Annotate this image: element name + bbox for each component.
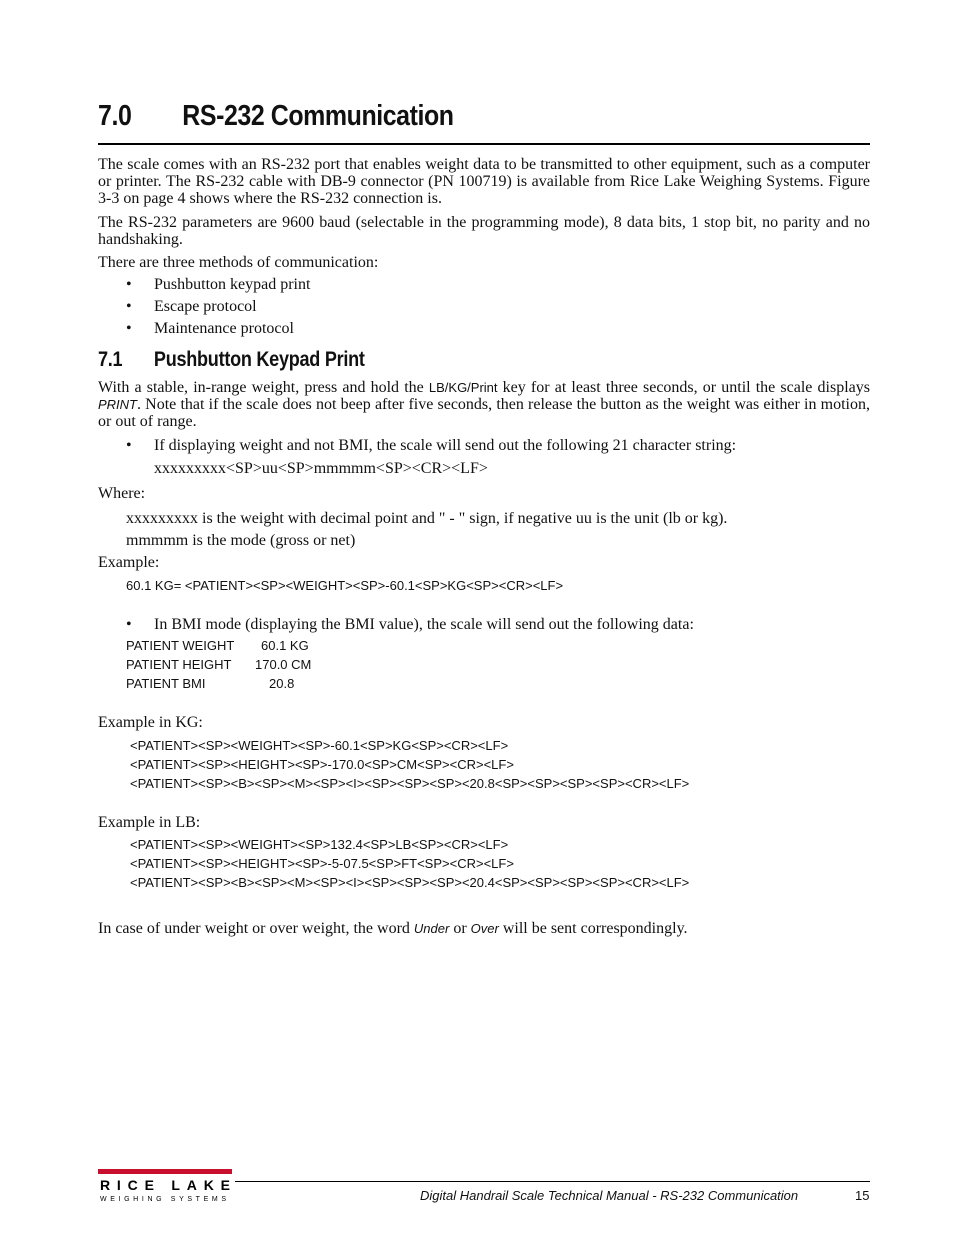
bmi-row-label: PATIENT HEIGHT	[126, 657, 232, 672]
intro-paragraph-2: The RS-232 parameters are 9600 baud (selectable in the programming mode), 8 data bits, 1 stop bit, no parity and no handshaking.	[98, 214, 870, 248]
page-number: 15	[855, 1188, 870, 1203]
bullet-marker: •	[126, 298, 132, 315]
subsection-number: 7.1	[98, 348, 123, 371]
where-line-1: xxxxxxxxx is the weight with decimal point and " - " sign, if negative uu is the unit (lb or kg).	[126, 510, 728, 527]
where-label: Where:	[98, 485, 146, 502]
section-title: RS-232 Communication	[182, 100, 454, 132]
lb-line: <PATIENT><SP><HEIGHT><SP>-5-07.5<SP>FT<SP><CR><LF>	[130, 856, 514, 871]
bmi-row-value: 20.8	[269, 676, 295, 691]
section-number: 7.0	[98, 100, 132, 132]
over-word: Over	[470, 921, 499, 936]
format-string: xxxxxxxxx<SP>uu<SP>mmmmm<SP><CR><LF>	[154, 460, 488, 477]
section-heading	[98, 100, 454, 133]
bmi-row-value: 170.0 CM	[255, 657, 312, 672]
key-name: LB/KG/Print	[428, 380, 498, 395]
subsection-heading	[98, 348, 365, 372]
method-item: Escape protocol	[154, 298, 257, 315]
subsection-paragraph	[98, 379, 870, 430]
footer-rule	[235, 1181, 870, 1182]
text-run: . Note that if the scale does not beep after five seconds, then release the button as the weight was either in motion, or out of range.	[98, 396, 870, 430]
lb-line: <PATIENT><SP><B><SP><M><SP><I><SP><SP><SP><20.4<SP><SP><SP><SP><CR><LF>	[130, 875, 690, 890]
text-run: In case of under weight or over weight, the word	[98, 920, 414, 937]
bullet-marker: •	[126, 276, 132, 293]
logo-graphic	[98, 1168, 232, 1202]
text-run: With a stable, in-range weight, press and hold the	[98, 379, 429, 396]
bmi-row-label: PATIENT BMI	[126, 676, 206, 691]
intro-paragraph-3: There are three methods of communication:	[98, 254, 379, 271]
text-run: key for at least three seconds, or until the scale displays	[497, 379, 870, 396]
example-lb-label: Example in LB:	[98, 814, 201, 831]
example-line: 60.1 KG= <PATIENT><SP><WEIGHT><SP>-60.1<SP>KG<SP><CR><LF>	[126, 578, 564, 593]
bmi-row-value: 60.1 KG	[261, 638, 309, 653]
bullet-text: If displaying weight and not BMI, the scale will send out the following 21 character string:	[154, 437, 737, 454]
final-sentence	[98, 920, 688, 937]
bmi-row-label: PATIENT WEIGHT	[126, 638, 235, 653]
intro-paragraph-1: The scale comes with an RS-232 port that enables weight data to be transmitted to other equipment, such as a computer or printer. The RS-232 cable with DB-9 connector (PN 100719) is available from Rice Lake Weighing Systems. Figure 3-3 on page 4 shows where the RS-232 connection is.	[98, 156, 870, 207]
example-label: Example:	[98, 554, 160, 571]
heading-rule	[98, 143, 870, 145]
under-word: Under	[413, 921, 450, 936]
text-run: or	[449, 920, 471, 937]
svg-text:RICE LAKE: RICE LAKE	[100, 1177, 230, 1193]
kg-line: <PATIENT><SP><WEIGHT><SP>-60.1<SP>KG<SP><CR><LF>	[130, 738, 509, 753]
subsection-title: Pushbutton Keypad Print	[153, 348, 365, 371]
bullet-marker: •	[126, 320, 132, 337]
text-run: will be sent correspondingly.	[498, 920, 688, 937]
method-item: Maintenance protocol	[154, 320, 294, 337]
bullet-text: In BMI mode (displaying the BMI value), the scale will send out the following data:	[154, 616, 694, 633]
display-word: PRINT	[98, 397, 137, 412]
kg-line: <PATIENT><SP><B><SP><M><SP><I><SP><SP><SP><20.8<SP><SP><SP><SP><CR><LF>	[130, 776, 690, 791]
example-kg-label: Example in KG:	[98, 714, 203, 731]
bullet-marker: •	[126, 437, 132, 454]
rice-lake-logo	[98, 1168, 232, 1202]
footer-title: Digital Handrail Scale Technical Manual - RS-232 Communication	[420, 1188, 799, 1203]
svg-text:WEIGHING SYSTEMS: WEIGHING SYSTEMS	[100, 1196, 228, 1202]
bullet-marker: •	[126, 616, 132, 633]
where-line-2: mmmmm is the mode (gross or net)	[126, 532, 356, 549]
method-item: Pushbutton keypad print	[154, 276, 311, 293]
kg-line: <PATIENT><SP><HEIGHT><SP>-170.0<SP>CM<SP><CR><LF>	[130, 757, 514, 772]
lb-line: <PATIENT><SP><WEIGHT><SP>132.4<SP>LB<SP><CR><LF>	[130, 837, 509, 852]
